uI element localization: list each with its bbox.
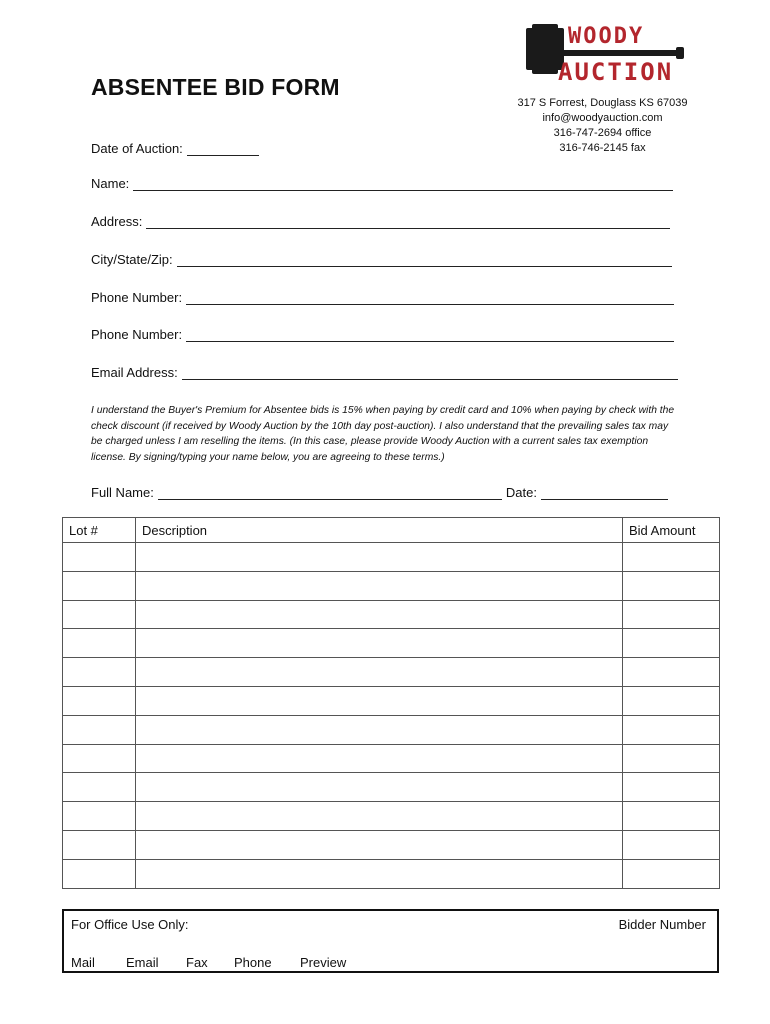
lot-number-cell[interactable]: [63, 571, 136, 600]
lot-number-cell[interactable]: [63, 600, 136, 629]
bid-amount-cell[interactable]: [623, 859, 720, 888]
bid-table: [62, 517, 720, 889]
bid-table-row: [63, 802, 720, 831]
bid-amount-cell[interactable]: [623, 773, 720, 802]
bid-table-row: [63, 600, 720, 629]
bid-table-row: [63, 571, 720, 600]
woody-auction-logo: [516, 22, 686, 94]
description-cell[interactable]: [136, 600, 623, 629]
description-cell[interactable]: [136, 859, 623, 888]
lot-number-cell[interactable]: [63, 802, 136, 831]
city-state-zip-label: City/State/Zip:: [91, 252, 173, 267]
bid-amount-cell[interactable]: [623, 715, 720, 744]
logo-auction-text: AUCTION: [558, 58, 674, 86]
date-of-auction-input[interactable]: [187, 142, 259, 156]
method-mail: Mail: [71, 955, 95, 970]
full-name-field: [91, 485, 668, 500]
bid-table-row: [63, 686, 720, 715]
date-input[interactable]: [541, 486, 668, 500]
bid-table-row: [63, 658, 720, 687]
bid-amount-cell[interactable]: [623, 802, 720, 831]
bid-table-row: [63, 715, 720, 744]
lot-number-cell[interactable]: [63, 658, 136, 687]
description-cell[interactable]: [136, 744, 623, 773]
description-cell[interactable]: [136, 629, 623, 658]
lot-number-cell[interactable]: [63, 715, 136, 744]
contact-address: 317 S Forrest, Douglass KS 67039: [517, 97, 688, 109]
contact-email: info@woodyauction.com: [542, 112, 663, 124]
date-of-auction-field: [91, 141, 259, 156]
lot-number-cell[interactable]: [63, 859, 136, 888]
address-label: Address:: [91, 214, 143, 229]
description-cell[interactable]: [136, 715, 623, 744]
description-cell[interactable]: [136, 802, 623, 831]
bid-amount-cell[interactable]: [623, 658, 720, 687]
description-cell[interactable]: [136, 658, 623, 687]
method-preview: Preview: [300, 955, 347, 970]
name-field: [91, 176, 673, 191]
bidder-number-label: Bidder Number: [618, 917, 706, 932]
description-cell[interactable]: [136, 543, 623, 572]
city-state-zip-field: [91, 252, 672, 267]
bid-amount-cell[interactable]: [623, 830, 720, 859]
terms-paragraph: I understand the Buyer's Premium for Absentee bids is 15% when paying by credit card and 10% when paying by check with the check discount (if received by Woody Auction by the 10th day post-auction). I also understand that the prevailing sales tax may be charged unless I am reselling the items. (In this case, please provide Woody Auction with a current sales tax exemption license. By signing/typing your name below, you are agreeing to these terms.): [91, 405, 675, 463]
lot-number-cell[interactable]: [63, 830, 136, 859]
lot-number-cell[interactable]: [63, 543, 136, 572]
bid-amount-cell[interactable]: [623, 744, 720, 773]
description-cell[interactable]: [136, 686, 623, 715]
office-use-box: [62, 909, 719, 973]
name-input[interactable]: [133, 177, 673, 191]
lot-number-cell[interactable]: [63, 744, 136, 773]
date-of-auction-label: Date of Auction:: [91, 141, 183, 156]
bid-table-row: [63, 543, 720, 572]
phone-number-label-2: Phone Number:: [91, 327, 183, 342]
bid-table-row: [63, 773, 720, 802]
bid-table-header: [63, 518, 720, 543]
full-name-label: Full Name:: [91, 485, 154, 500]
lot-number-cell[interactable]: [63, 686, 136, 715]
bid-amount-cell[interactable]: [623, 543, 720, 572]
contact-info: [500, 96, 705, 156]
method-fax: Fax: [186, 955, 208, 970]
bid-amount-header: Bid Amount: [623, 518, 720, 543]
bid-amount-cell[interactable]: [623, 686, 720, 715]
phone-number-input-2[interactable]: [186, 328, 674, 342]
method-phone: Phone: [234, 955, 272, 970]
description-cell[interactable]: [136, 571, 623, 600]
method-email: Email: [126, 955, 159, 970]
office-use-title: For Office Use Only:: [71, 917, 189, 932]
logo-woody-text: WOODY: [568, 24, 645, 49]
phone-number-field-1: [91, 290, 674, 305]
phone-number-label-1: Phone Number:: [91, 290, 183, 305]
lot-number-header: Lot #: [63, 518, 136, 543]
email-address-label: Email Address:: [91, 365, 178, 380]
lot-number-cell[interactable]: [63, 773, 136, 802]
bid-amount-cell[interactable]: [623, 629, 720, 658]
lot-number-cell[interactable]: [63, 629, 136, 658]
bid-table-row: [63, 744, 720, 773]
bid-table-row: [63, 830, 720, 859]
form-title: ABSENTEE BID FORM: [91, 74, 340, 100]
bid-amount-cell[interactable]: [623, 571, 720, 600]
description-cell[interactable]: [136, 830, 623, 859]
name-label: Name:: [91, 176, 130, 191]
phone-number-input-1[interactable]: [186, 291, 674, 305]
city-state-zip-input[interactable]: [177, 253, 672, 267]
bid-amount-cell[interactable]: [623, 600, 720, 629]
contact-fax: 316-746-2145 fax: [559, 142, 646, 154]
office-methods: [71, 955, 346, 970]
contact-office-phone: 316-747-2694 office: [553, 127, 652, 139]
bid-table-row: [63, 859, 720, 888]
description-cell[interactable]: [136, 773, 623, 802]
full-name-input[interactable]: [158, 486, 502, 500]
email-address-input[interactable]: [182, 366, 678, 380]
address-field: [91, 214, 670, 229]
date-label: Date:: [505, 485, 537, 500]
bid-table-row: [63, 629, 720, 658]
description-header: Description: [136, 518, 623, 543]
address-input[interactable]: [146, 215, 670, 229]
email-address-field: [91, 365, 678, 380]
phone-number-field-2: [91, 327, 674, 342]
